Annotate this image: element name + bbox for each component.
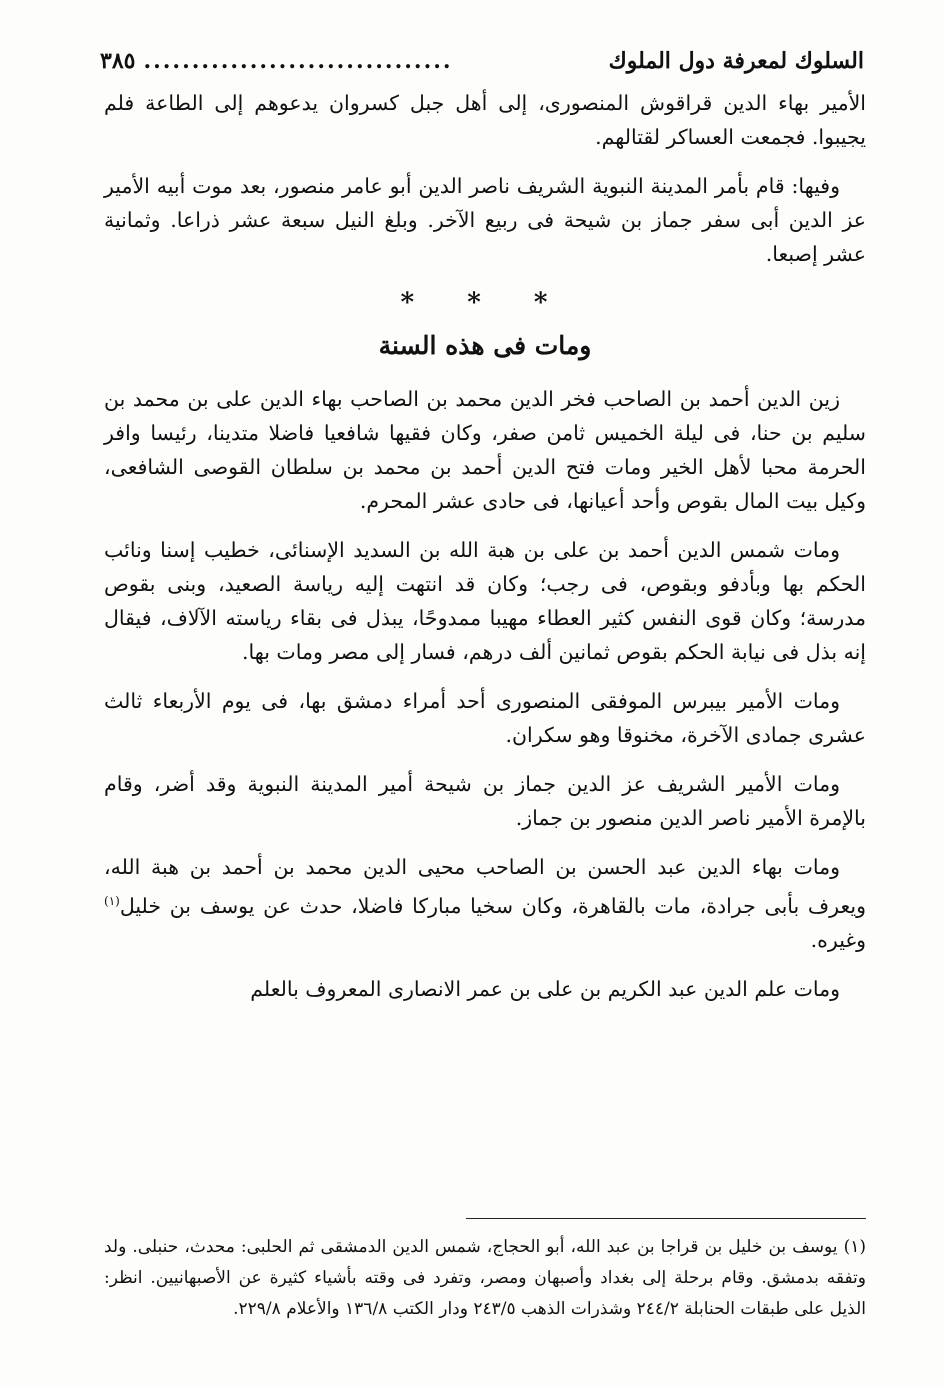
obituary-baybars: ومات الأمير بيبرس الموفقى المنصورى أحد أمراء دمشق بها، فى يوم الأربعاء ثالث عشرى جمادى الآخرة، مخنوقا وهو سكران.: [104, 689, 866, 747]
paragraph-medina-succession: وفيها: قام بأمر المدينة النبوية الشريف ناصر الدين أبو عامر منصور، بعد موت أبيه الأمير عز الدين أبى سفر جماز بن شيحة فى ربيع الآخر. وبلغ النيل سبعة عشر ذراعا. وثمانية عشر إصبعا.: [104, 174, 866, 266]
page-number: ٣٨٥: [100, 48, 136, 74]
section-heading: ومات فى هذه السنة: [378, 331, 592, 360]
obituary-zayn-al-din: زين الدين أحمد بن الصاحب فخر الدين محمد بن الصاحب بهاء الدين على بن محمد بن سليم بن حنا، فى ليلة الخميس ثامن صفر، وكان فقيها شافعيا فاضلا متدينا، رئيسا وافر الحرمة محبا لأهل الخير ومات فتح الدين أحمد بن محمد بن سلطان القوصى الشافعى، وكيل بيت المال بقوص وأحد أعيانها، فى حادى عشر المحرم.: [104, 387, 866, 513]
footnote-reference: (١): [104, 894, 120, 908]
running-header: [100, 48, 864, 84]
obituary-jammaz: ومات الأمير الشريف عز الدين جماز بن شيحة أمير المدينة النبوية وقد أضر، وقام بالإمرة الأمير ناصر الدين منصور بن جماز.: [104, 772, 866, 830]
obituary-shams-al-din: ومات شمس الدين أحمد بن على بن هبة الله بن السديد الإسنائى، خطيب إسنا ونائب الحكم بها وبأدفو وبقوص، فى رجب؛ وكان قد انتهت إليه رياسة الصعيد، وبنى بقوص مدرسة؛ وكان قوى النفس كثير العطاء مهيبا ممدوحًا، يبذل فى بقاء رياسته الآلاف، فيقال إنه بذل فى نيابة الحكم بقوص ثمانين ألف درهم، فسار إلى مصر ومات بها.: [104, 538, 866, 664]
book-title: السلوك لمعرفة دول الملوك: [608, 48, 864, 74]
footnote: (١) يوسف بن خليل بن قراجا بن عبد الله، أبو الحجاج، شمس الدين الدمشقى ثم الحلبى: محدث، حنبلى. ولد وتفقه بدمشق. وقام برحلة إلى بغداد وأصبهان ومصر، وتفرد فى وقته بأشياء كثيرة عن الأصبهانيين. انظر: الذيل على طبقات الحنابلة ٢٤٤/٢ وشذرات الذهب ٢٤٣/٥ ودار الكتب ١٣٦/٨ والأعلام ٢٢٩/٨.: [104, 1237, 866, 1319]
section-separator-stars: * * *: [400, 288, 570, 318]
obituary-baha-tail: وغيره.: [810, 927, 866, 952]
obituary-alam-al-din: ومات علم الدين عبد الكريم بن على بن عمر الانصارى المعروف بالعلم: [250, 976, 840, 1001]
footnote-divider: [466, 1218, 866, 1219]
obituary-baha-al-din: [104, 850, 866, 957]
main-text: [104, 86, 866, 1021]
obituary-baha-text: ومات بهاء الدين عبد الحسن بن الصاحب محيى الدين محمد بن أحمد بن هبة الله، ويعرف بأبى جرادة، مات بالقاهرة، وكان سخيا مباركا فاضلا، حدث عن يوسف بن خليل: [104, 855, 866, 918]
header-leader-dots: ................................: [143, 48, 453, 74]
paragraph-continuation: الأمير بهاء الدين قراقوش المنصورى، إلى أهل جبل كسروان يدعوهم إلى الطاعة فلم يجيبوا. فجمعت العساكر لقتالهم.: [104, 91, 866, 149]
